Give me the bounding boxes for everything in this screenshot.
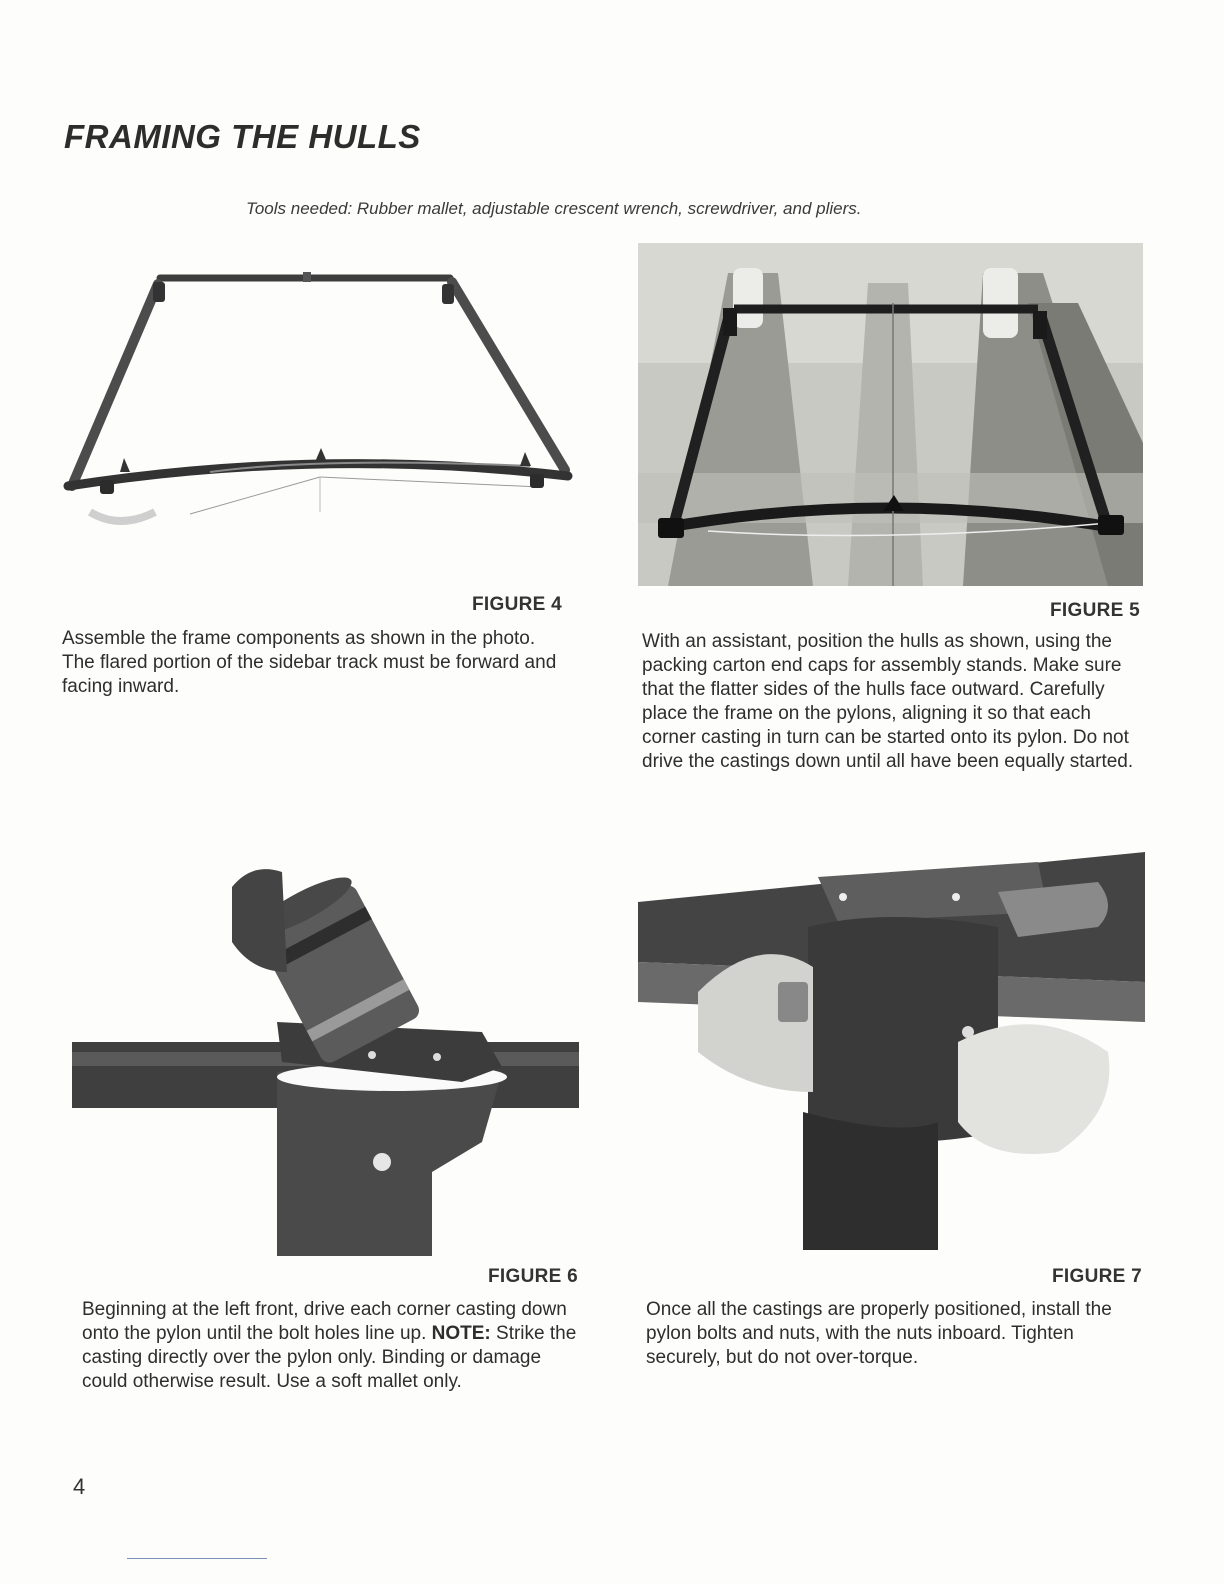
page-number: 4 [73, 1474, 86, 1499]
pylon-bolt-photo [638, 852, 1145, 1250]
figure-5-label: FIGURE 5 [1050, 600, 1141, 621]
figure-6-caption-text: Beginning at the left front, drive each corner casting down onto the pylon until the bolt holes line up. [82, 1299, 567, 1344]
frame-assembly-photo [60, 262, 575, 542]
mallet-on-casting-photo [72, 852, 579, 1256]
figure-6-label: FIGURE 6 [488, 1266, 579, 1287]
figure-4-label: FIGURE 4 [472, 594, 563, 615]
frame-on-hulls-photo [638, 243, 1143, 586]
note-text: Strike the casting directly over the pylon only. Binding or damage could otherwise result. Use a soft mallet only. [82, 1323, 577, 1392]
figure-6-caption [82, 1298, 584, 1394]
tools-needed-note: Tools needed: Rubber mallet, adjustable crescent wrench, screwdriver, and pliers. [246, 199, 862, 218]
bottom-rule [127, 1558, 267, 1559]
figure-7-caption: Once all the castings are properly positioned, install the pylon bolts and nuts, with the nuts inboard. Tighten securely, but do not over-torque. [646, 1299, 1112, 1368]
note-label: NOTE: [431, 1323, 491, 1344]
figure-7-label: FIGURE 7 [1052, 1266, 1143, 1287]
page-title: FRAMING THE HULLS [64, 118, 421, 155]
figure-5-caption: With an assistant, position the hulls as shown, using the packing carton end caps for assembly stands. Make sure that the flatter sides of the hulls face outward. Carefully place the frame on the pylons, aligning it so that each corner casting in turn can be started onto its pylon. Do not drive the castings down until all have been equally started. [642, 631, 1134, 772]
figure-4-caption: Assemble the frame components as shown in the photo. The flared portion of the sidebar track must be forward and facing inward. [62, 628, 557, 697]
